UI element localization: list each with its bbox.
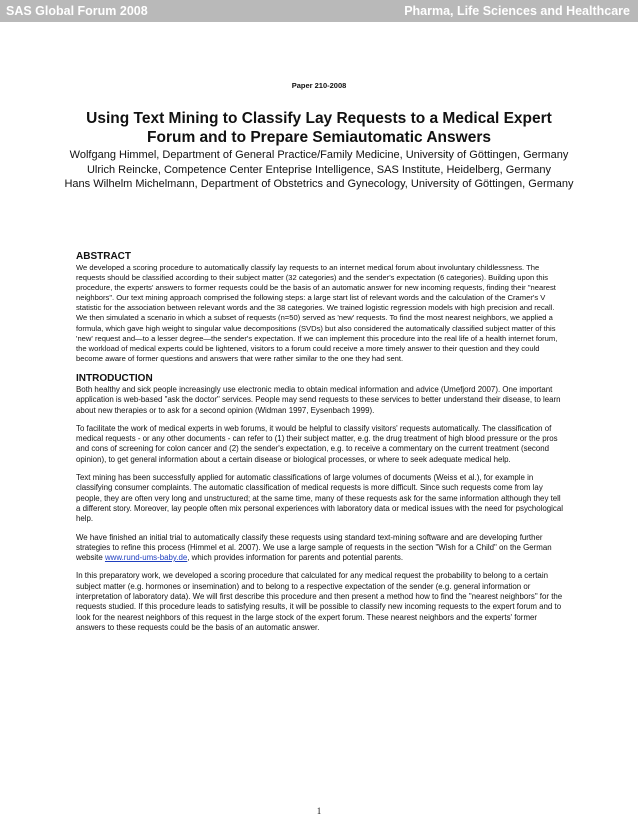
intro-paragraph-1: Both healthy and sick people increasingly use electronic media to obtain medical information and advice (Umefjord 2007). One important application is web-based "ask the doctor" services. People may send requests to these services to better understand their disease, to learn about new therapies or to ask for a second opinion (Widman 1997, Eysenbach 1999).: [76, 384, 561, 415]
conference-header-banner: [0, 0, 638, 22]
paper-number: Paper 210-2008: [291, 81, 347, 90]
abstract-text: We developed a scoring procedure to automatically classify lay requests to an internet medical forum about involuntary childlessness. The requests should be classified according to their subject matter (32 categories) and the sender's expectation (6 categories). Building upon this procedure, the experts' answers to former requests could be the basis of an automatic answer for new incoming requests, finding their "nearest neighbors". Our text mining approach comprised the following steps: a large start list of relevant words and the calculation of the Cramer's V statistic for the association between relevant words and the 38 categories. We trained logistic regression models with high precision and recall. We then simulated a scenario in which a subset of requests (n=50) served as 'new' requests. To find the most nearest neighbors, we applied a formula, which gave high weight to singular value decompositions (SVDs) but also considered the automatically classified subject matter of this 'new' request and—to a lesser degree—the sender's expectation. If we can implement this procedure into the real life of a health internet forum, the workload of medical experts could be lightened, visitors to a forum could receive a more timely answer to their question and they could become aware of former questions and answers that were rather similar to the one they had sent.: [76, 263, 558, 363]
website-link[interactable]: www.rund-ums-baby.de: [104, 553, 188, 563]
abstract-heading: ABSTRACT: [76, 251, 131, 262]
intro-paragraph-2: To facilitate the work of medical experts in web forums, it would be helpful to classify visitors' requests automatically. The classification of medical requests - or any other documents - can refer to (1) their subject matter, e.g. the drug treatment of high blood pressure or the pros and cons of screening for colon cancer and (2) the sender's expectation, e.g. to receive a commentary on the current treatment (second opinion), to get general information about a certain disease or biological processes, or where to seek adequate medical help.: [76, 423, 558, 464]
intro-paragraph-5: In this preparatory work, we developed a scoring procedure that calculated for any medical request the probability to belong to a certain subject matter (e.g. hormones or insemination) and to belong to a respective expectation of the sender (e.g. general information or interpretation of laboratory data). We will first describe this procedure and then present a method how to find the "nearest neighbors" for the requests studied. If this procedure leads to satisfying results, it will be possible to classify new incoming requests to the expert forum and to look for the nearest neighbors of this request in the large stock of the expert forum. These nearest neighbors and the experts' former answers to these requests could be the basis of an automatic answer.: [76, 571, 563, 632]
intro-paragraph-3: Text mining has been successfully applied for automatic classifications of large volumes of documents (Weiss et al.), for example in classifying consumer complaints. The automatic classification of medical requests is more difficult. Since such requests come from lay people, they are often very long and unstructured; at the same time, many of these requests ask for the same information although they tell a different story. Moreover, lay people often mix personal experiences with laboratory data or medical issues with the need for psychological help.: [76, 473, 563, 524]
introduction-heading: INTRODUCTION: [76, 372, 153, 384]
author-list: [60, 148, 578, 192]
intro-paragraph-4-text-b: , which provides information for parents and potential parents.: [187, 553, 404, 563]
conference-name: SAS Global Forum 2008: [6, 4, 148, 18]
intro-paragraph-4: [76, 533, 564, 564]
track-name: Pharma, Life Sciences and Healthcare: [404, 4, 630, 18]
paper-body: [76, 251, 564, 641]
page-number: 1: [316, 806, 322, 816]
author-2: Ulrich Reincke, Competence Center Enteprise Intelligence, SAS Institute, Heidelberg, Germany: [86, 163, 552, 176]
intro-paragraph-4-text-a: We have finished an initial trial to automatically classify these requests using standard text-mining software and are developing further strategies to refine this process (Himmel et al. 2007). We use a large sample of requests in the section "Wish for a Child" on the German website: [76, 532, 552, 563]
author-1: Wolfgang Himmel, Department of General Practice/Family Medicine, University of Göttingen, Germany: [69, 149, 569, 161]
paper-title: Using Text Mining to Classify Lay Requests to a Medical Expert Forum and to Prepare Semiautomatic Answers: [86, 110, 552, 146]
author-3: Hans Wilhelm Michelmann, Department of Obstetrics and Gynecology, University of Göttingen, Germany: [64, 178, 574, 190]
